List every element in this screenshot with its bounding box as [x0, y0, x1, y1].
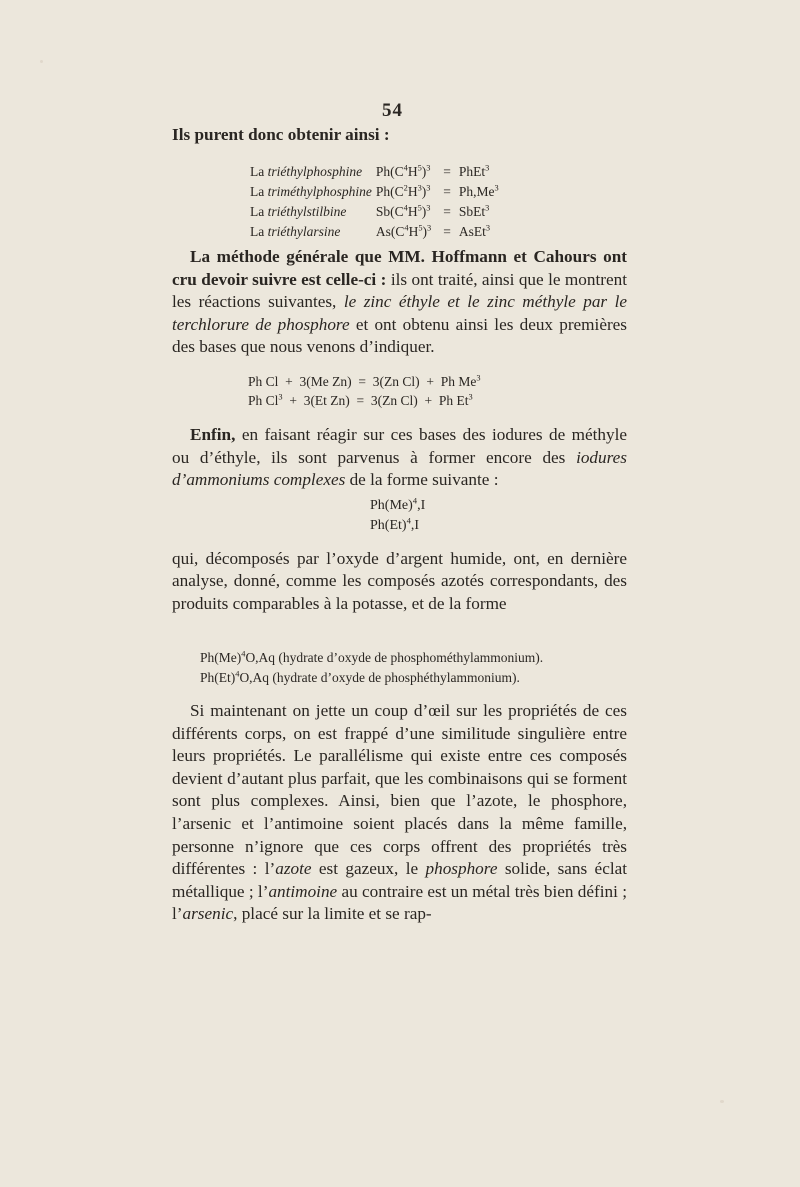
equals-sign: = [443, 224, 451, 239]
compound-formula: $Sb(C^4H^5)^3$ [375, 203, 431, 219]
compound-formula: $Ph(C^2H^3)^3$ [375, 183, 431, 199]
intro-line [172, 124, 627, 146]
compound-name: La triéthylstilbine [250, 204, 347, 219]
reaction-equation: Ph Cl$^3$ + 3(Et Zn) = 3(Zn Cl) + Ph Et$^3$ [248, 392, 473, 408]
paragraph-method: La méthode générale que MM. Hoffmann et Cahours ont cru devoir suivre est celle-ci : ils ont traité, ainsi que le montrent les réactions suivantes, le zinc éthyle et le zinc méthyle par le terchlorure de phosphore et ont obtenu ainsi les deux premières des bases que nous venons d’indiquer. [172, 247, 627, 357]
compound-formula-table [250, 162, 503, 242]
iodide-formulas [370, 496, 425, 536]
compound-name: La triéthylarsine [250, 224, 341, 239]
hydrate-formulas [200, 648, 543, 688]
paragraph-properties: Si maintenant on jette un coup d’œil sur les propriétés de ces différents corps, on est frappé d’une similitude singulière entre leurs propriétés. Le parallélisme qui existe entre ces composés devient d’autant plus parfait, que les combinaisons qui se forment sont plus complexes. Ainsi, bien que l’azote, le phosphore, l’arsenic et l’antimoine soient placés dans la même famille, personne n’ignore que ces corps offrent des propriétés très différentes : l’azote est gazeux, le phosphore solide, sans éclat métallique ; l’antimoine au contraire est un métal très bien défini ; l’arsenic, placé sur la limite et se rap- [172, 701, 627, 924]
compound-row [250, 182, 503, 202]
paper-speck [720, 1100, 724, 1103]
iodide-formula: $Ph(Et)^4,I$ [370, 515, 420, 533]
compound-name: La triméthylphosphine [250, 184, 372, 199]
equals-sign: = [443, 204, 451, 219]
hydrate-formula: $Ph(Me)^4O,Aq$ (hydrate d’oxyde de phosphométhylammonium). [200, 649, 544, 665]
paragraph-decomposition: qui, décomposés par l’oxyde d’argent humide, ont, en dernière analyse, donné, comme les composés azotés correspondants, des produits comparables à la potasse, et de la forme [172, 549, 627, 613]
reaction-equation: Ph Cl + 3(Me Zn) = 3(Zn Cl) + Ph Me$^3$ [248, 373, 481, 389]
compound-abbreviation: PhEt$^3$ [458, 163, 490, 179]
compound-row [250, 202, 503, 222]
compound-formula: $As(C^4H^5)^3$ [375, 223, 432, 239]
equals-sign: = [443, 164, 451, 179]
page-number: 54 [382, 100, 403, 121]
compound-row [250, 222, 503, 242]
compound-abbreviation: AsEt$^3$ [458, 223, 491, 239]
compound-row [250, 162, 503, 182]
reaction-equations [248, 372, 481, 410]
compound-abbreviation: Ph,Me$^3$ [458, 183, 499, 199]
intro-text: Ils purent donc obtenir ainsi : [172, 125, 390, 144]
compound-abbreviation: SbEt$^3$ [458, 203, 490, 219]
iodide-formula: $Ph(Me)^4,I$ [370, 495, 426, 513]
paper-speck [40, 60, 43, 63]
compound-name: La triéthylphosphine [250, 164, 363, 179]
equals-sign: = [443, 184, 451, 199]
compound-formula: $Ph(C^4H^5)^3$ [375, 163, 431, 179]
hydrate-formula: $Ph(Et)^4O,Aq$ (hydrate d’oxyde de phosphéthylammonium). [200, 669, 520, 685]
paragraph-iodides: Enfin, en faisant réagir sur ces bases des iodures de méthyle ou d’éthyle, ils sont parvenus à former encore des iodures d’ammoniums complexes de la forme suivante : [172, 425, 627, 490]
